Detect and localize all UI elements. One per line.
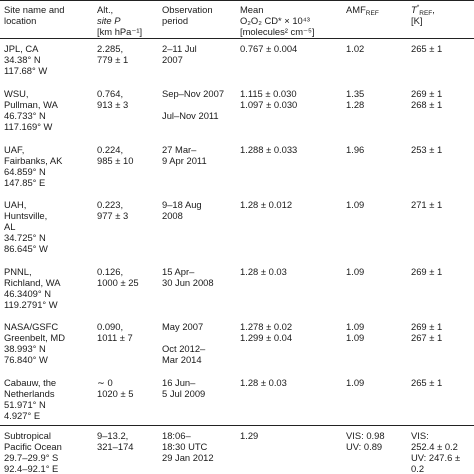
cell-alt <box>97 144 133 166</box>
cell-line: 1.28 <box>346 99 365 110</box>
cell-line: 1.02 <box>346 43 365 54</box>
cell-line: 1.299 ± 0.04 <box>240 332 293 343</box>
cell-line <box>162 99 224 110</box>
cell-mean <box>240 430 258 441</box>
cell-line: 30 Jun 2008 <box>162 277 214 288</box>
col-header-t-star: * <box>416 4 420 11</box>
cell-line: 985 ± 10 <box>97 155 134 166</box>
cell-line: 1.09 <box>346 332 365 343</box>
cell-line: 977 ± 3 <box>97 210 129 221</box>
cell-line: 0.090, <box>97 321 124 332</box>
cell-line: 117.68° W <box>4 65 48 76</box>
cell-line: 271 ± 1 <box>411 199 443 210</box>
cell-line: 0.767 ± 0.004 <box>240 43 298 54</box>
cell-t <box>411 43 442 54</box>
cell-line: Pacific Ocean <box>4 441 62 452</box>
cell-line: UV: 247.6 ± <box>411 452 461 463</box>
cell-line: Mar 2014 <box>162 354 202 365</box>
cell-line: 29.7–29.9° S <box>4 452 59 463</box>
col-header-amf <box>346 4 379 15</box>
cell-line: Oct 2012– <box>162 343 206 354</box>
cell-line: 1.09 <box>346 266 365 277</box>
col-header-obs-line: period <box>162 15 189 26</box>
cell-line: 51.971° N <box>4 399 46 410</box>
col-header-t-label: T <box>411 4 417 15</box>
cell-line: 1.96 <box>346 144 365 155</box>
col-header-mean-line: O₂O₂ CD* × 10⁴³ <box>240 15 310 26</box>
col-header-t-unit: [K] <box>411 15 423 26</box>
cell-line: 46.3409° N <box>4 288 52 299</box>
cell-line: PNNL, <box>4 266 32 277</box>
cell-line: 2–11 Jul <box>162 43 197 54</box>
cell-line: 64.859° N <box>4 166 46 177</box>
cell-line: 913 ± 3 <box>97 99 129 110</box>
cell-t <box>411 430 460 474</box>
cell-line: Jul–Nov 2011 <box>162 110 219 121</box>
col-header-t: $T^*_{REF}$, [K] <box>411 4 435 26</box>
col-header-site <box>4 4 64 26</box>
header-rule <box>0 38 474 39</box>
cell-line: NASA/GSFC <box>4 321 59 332</box>
cell-line: Cabauw, the <box>4 377 57 388</box>
cell-t <box>411 144 442 155</box>
cell-line: 2.285, <box>97 43 124 54</box>
cell-alt <box>97 377 133 399</box>
cell-line: 1011 ± 7 <box>97 332 133 343</box>
cell-alt <box>97 88 128 110</box>
cell-line: 321–174 <box>97 441 134 452</box>
cell-line: 1.29 <box>240 430 259 441</box>
cell-line: 265 ± 1 <box>411 377 443 388</box>
cell-line: 29 Jan 2012 <box>162 452 214 463</box>
cell-line: 5 Jul 2009 <box>162 388 206 399</box>
cell-amf <box>346 199 364 210</box>
cell-obs <box>162 43 197 65</box>
cell-mean <box>240 144 297 155</box>
cell-line: Huntsville, <box>4 210 48 221</box>
cell-mean <box>240 266 287 277</box>
cell-line: 0.223, <box>97 199 124 210</box>
cell-line: UAH, <box>4 199 27 210</box>
cell-alt <box>97 321 133 343</box>
cell-line: 86.645° W <box>4 243 48 254</box>
cell-line: 269 ± 1 <box>411 88 443 99</box>
col-header-mean-line: Mean <box>240 4 264 15</box>
cell-line: 117.169° W <box>4 121 53 132</box>
cell-line: AL <box>4 221 16 232</box>
cell-line: JPL, CA <box>4 43 39 54</box>
cell-obs <box>162 430 214 463</box>
cell-line: 1.09 <box>346 321 365 332</box>
col-header-alt <box>97 4 142 37</box>
cell-amf <box>346 321 364 343</box>
cell-t <box>411 321 442 343</box>
cell-line: 9–13.2, <box>97 430 129 441</box>
cell-line: Pullman, WA <box>4 99 58 110</box>
cell-line: 779 ± 1 <box>97 54 129 65</box>
cell-alt <box>97 266 139 288</box>
cell-line: 38.993° N <box>4 343 46 354</box>
cell-line: 0.2 <box>411 463 425 474</box>
cell-amf <box>346 144 364 155</box>
cell-alt <box>97 199 128 221</box>
cell-line: Richland, WA <box>4 277 61 288</box>
col-header-obs <box>162 4 213 26</box>
cell-alt <box>97 430 134 452</box>
cell-line: Fairbanks, AK <box>4 155 63 166</box>
cell-line: 2007 <box>162 54 183 65</box>
cell-line: UV: 0.89 <box>346 441 383 452</box>
cell-line: 1.097 ± 0.030 <box>240 99 298 110</box>
col-header-amf-label: AMF <box>346 4 366 15</box>
cell-amf <box>346 88 364 110</box>
cell-obs <box>162 266 214 288</box>
cell-site <box>4 266 60 310</box>
cell-line: 9–18 Aug <box>162 199 202 210</box>
cell-t <box>411 199 442 210</box>
cell-obs <box>162 377 205 399</box>
cell-site <box>4 321 65 365</box>
cell-line: 1.28 ± 0.03 <box>240 377 287 388</box>
cell-line: 1.35 <box>346 88 365 99</box>
col-header-site-line: location <box>4 15 37 26</box>
cell-obs <box>162 144 207 166</box>
col-header-obs-line: Observation <box>162 4 213 15</box>
cell-line: ∼ 0 <box>97 377 113 388</box>
cell-line: 4.927° E <box>4 410 41 421</box>
top-rule <box>0 0 474 1</box>
cell-obs <box>162 88 224 121</box>
cell-line: 1.115 ± 0.030 <box>240 88 297 99</box>
cell-line: 2008 <box>162 210 183 221</box>
cell-line: VIS: 0.98 <box>346 430 385 441</box>
cell-line: 15 Apr– <box>162 266 195 277</box>
cell-line: 269 ± 1 <box>411 321 443 332</box>
cell-amf <box>346 43 364 54</box>
col-header-t-sub: REF <box>419 10 433 17</box>
cell-t <box>411 266 442 277</box>
cell-line: 1.288 ± 0.033 <box>240 144 298 155</box>
col-header-alt-line: Alt., <box>97 4 114 15</box>
cell-line: 1020 ± 5 <box>97 388 134 399</box>
cell-line: 1.278 ± 0.02 <box>240 321 293 332</box>
cell-line: May 2007 <box>162 321 204 332</box>
section-rule <box>0 425 474 426</box>
col-header-mean-line: [molecules² cm⁻⁵] <box>240 26 315 37</box>
cell-line: 252.4 ± 0.2 <box>411 441 458 452</box>
cell-line: 0.764, <box>97 88 124 99</box>
cell-site <box>4 430 62 474</box>
cell-line: Sep–Nov 2007 <box>162 88 225 99</box>
cell-mean <box>240 199 292 210</box>
cell-line: 18:30 UTC <box>162 441 208 452</box>
cell-line: UAF, <box>4 144 25 155</box>
cell-line: Subtropical <box>4 430 51 441</box>
cell-line: 92.4–92.1° E <box>4 463 59 474</box>
cell-line: 46.733° N <box>4 110 46 121</box>
cell-line: 1000 ± 25 <box>97 277 139 288</box>
cell-line: 1.09 <box>346 199 365 210</box>
cell-amf <box>346 266 364 277</box>
cell-line: WSU, <box>4 88 29 99</box>
cell-line: 0.224, <box>97 144 124 155</box>
cell-mean <box>240 88 297 110</box>
cell-line: 253 ± 1 <box>411 144 443 155</box>
cell-line: 267 ± 1 <box>411 332 443 343</box>
cell-alt <box>97 43 128 65</box>
cell-line: 119.2791° W <box>4 299 58 310</box>
cell-obs <box>162 321 205 365</box>
cell-line: 34.38° N <box>4 54 41 65</box>
cell-amf <box>346 430 385 452</box>
cell-t <box>411 88 442 110</box>
cell-line: 0.126, <box>97 266 124 277</box>
cell-line: 76.840° W <box>4 354 48 365</box>
cell-site <box>4 377 56 421</box>
col-header-amf-sub: REF <box>365 10 379 17</box>
cell-mean <box>240 43 297 54</box>
col-header-site-line: Site name and <box>4 4 65 15</box>
cell-mean <box>240 377 287 388</box>
cell-line: 265 ± 1 <box>411 43 443 54</box>
cell-line: 16 Jun– <box>162 377 196 388</box>
cell-mean <box>240 321 292 343</box>
cell-site <box>4 88 58 132</box>
cell-line: Greenbelt, MD <box>4 332 65 343</box>
cell-line: 1.28 ± 0.012 <box>240 199 293 210</box>
cell-line: 18:06– <box>162 430 191 441</box>
cell-line: 268 ± 1 <box>411 99 443 110</box>
cell-site <box>4 199 48 254</box>
cell-obs <box>162 199 202 221</box>
cell-site <box>4 43 47 76</box>
cell-line: 1.28 ± 0.03 <box>240 266 287 277</box>
col-header-alt-line: site P <box>97 15 121 26</box>
cell-line: 9 Apr 2011 <box>162 155 207 166</box>
cell-line: 269 ± 1 <box>411 266 443 277</box>
cell-line: Netherlands <box>4 388 55 399</box>
cell-t <box>411 377 442 388</box>
col-header-alt-line: [km hPa⁻¹] <box>97 26 143 37</box>
cell-line: VIS: <box>411 430 429 441</box>
cell-site <box>4 144 62 188</box>
col-header-mean <box>240 4 314 37</box>
cell-amf <box>346 377 364 388</box>
cell-line: 34.725° N <box>4 232 46 243</box>
cell-line: 1.09 <box>346 377 365 388</box>
cell-line: 27 Mar– <box>162 144 197 155</box>
cell-line: 147.85° E <box>4 177 46 188</box>
cell-line <box>162 332 205 343</box>
